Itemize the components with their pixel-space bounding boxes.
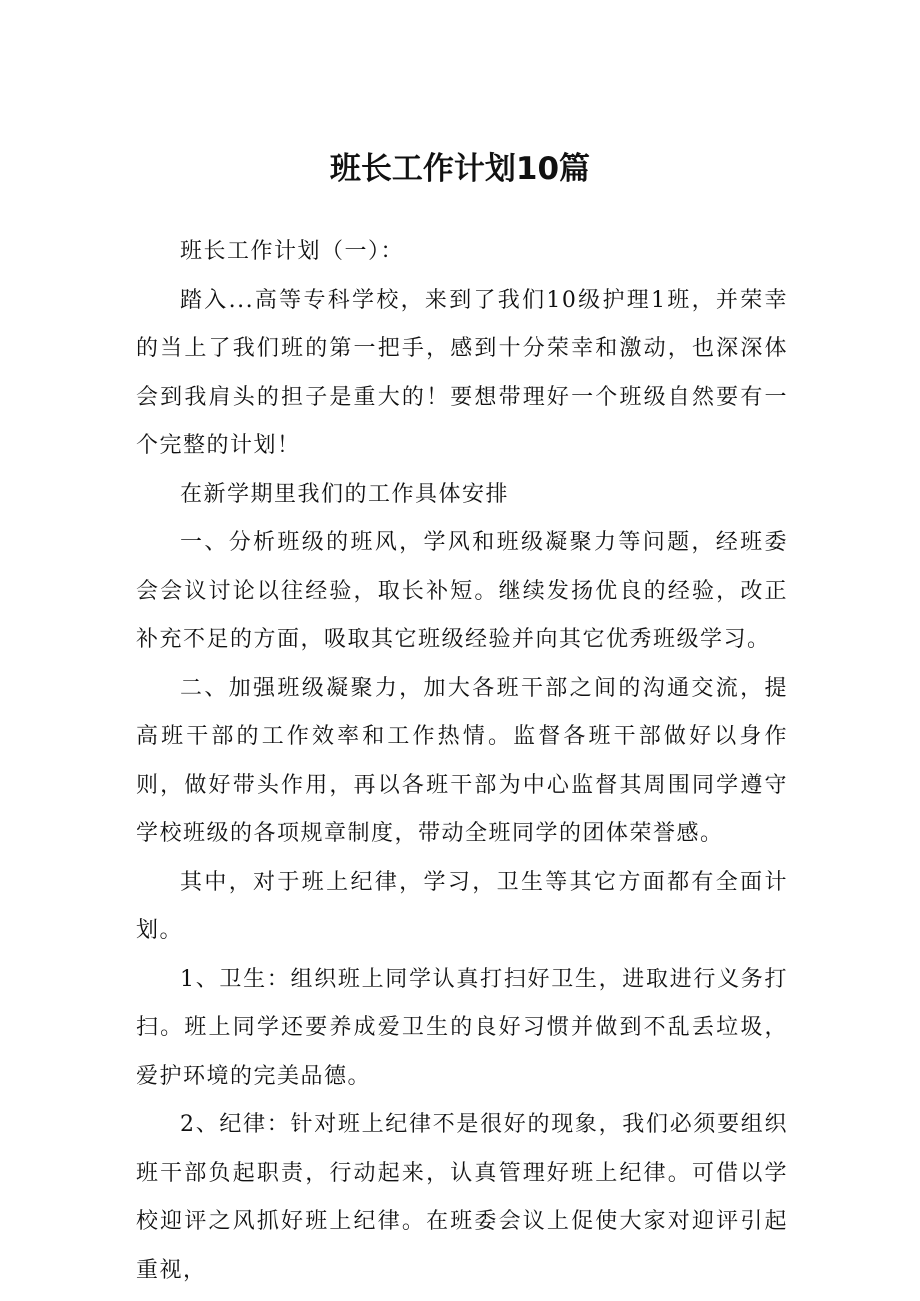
document-title: 班长工作计划10篇 — [329, 151, 591, 187]
paragraph: 1、卫生：组织班上同学认真打扫好卫生，进取进行义务打扫。班上同学还要养成爱卫生的良好习惯并做到不乱丢垃圾，爱护环境的完美品德。 — [136, 966, 788, 1089]
paragraph: 在新学期里我们的工作具体安排 — [180, 481, 510, 507]
paragraph: 其中，对于班上纪律，学习，卫生等其它方面都有全面计划。 — [136, 869, 788, 943]
paragraph: 2、纪律：针对班上纪律不是很好的现象，我们必须要组织班干部负起职责，行动起来，认真管理好班上纪律。可借以学校迎评之风抓好班上纪律。在班委会议上促使大家对迎评引起重视， — [136, 1112, 788, 1283]
document-body — [136, 228, 788, 1295]
section-heading: 班长工作计划（一）： — [180, 239, 405, 264]
paragraph: 一、分析班级的班风，学风和班级凝聚力等问题，经班委会会议讨论以往经验，取长补短。继续发扬优良的经验，改正补充不足的方面，吸取其它班级经验并向其它优秀班级学习。 — [136, 530, 788, 652]
paragraph: 踏入...高等专科学校，来到了我们10级护理1班，并荣幸的当上了我们班的第一把手，感到十分荣幸和激动，也深深体会到我肩头的担子是重大的！要想带理好一个班级自然要有一个完整的计划！ — [136, 287, 788, 458]
paragraph: 二、加强班级凝聚力，加大各班干部之间的沟通交流，提高班干部的工作效率和工作热情。监督各班干部做好以身作则，做好带头作用，再以各班干部为中心监督其周围同学遵守学校班级的各项规章制度，带动全班同学的团体荣誉感。 — [136, 675, 788, 846]
